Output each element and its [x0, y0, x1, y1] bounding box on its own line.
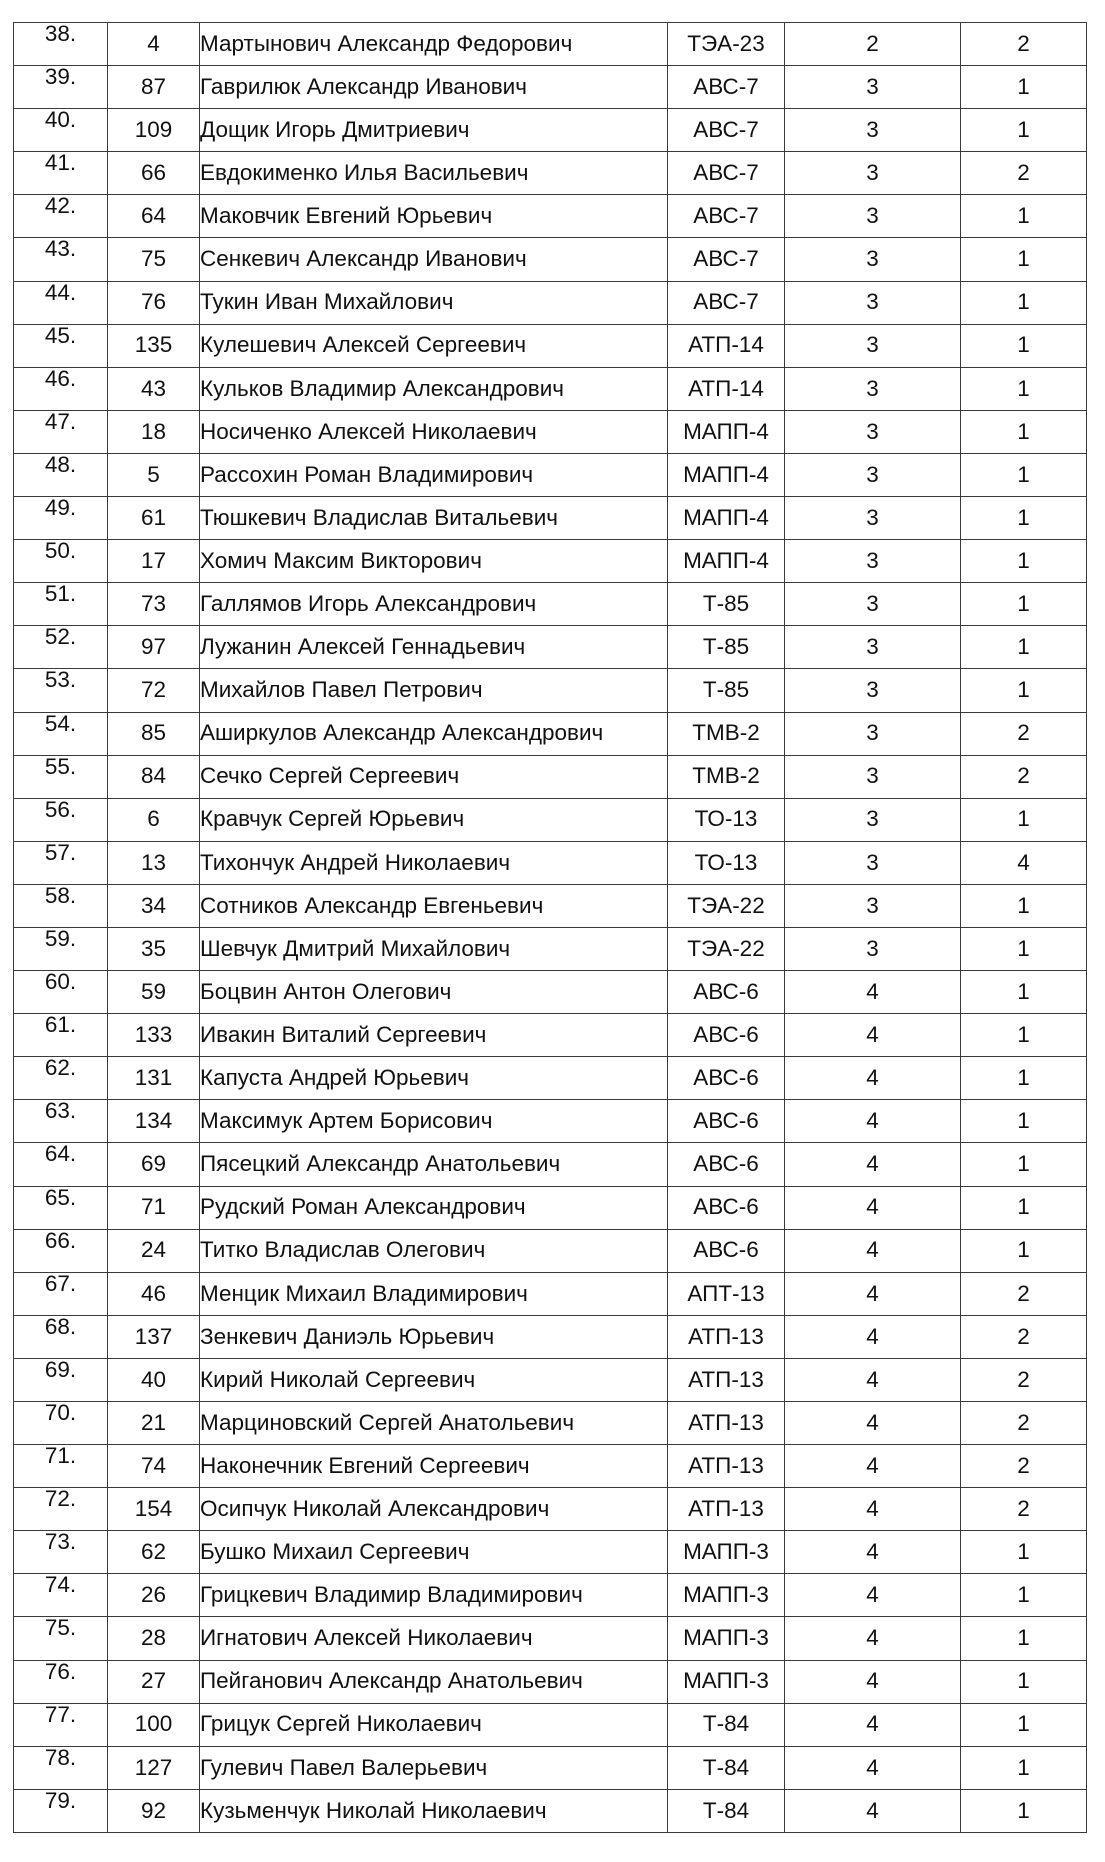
count-cell: 1: [961, 66, 1087, 109]
table-row: [14, 1358, 1087, 1401]
full-name-cell: Дощик Игорь Дмитриевич: [200, 109, 668, 152]
group-cell: Т-85: [668, 669, 785, 712]
group-cell: АТП-14: [668, 324, 785, 367]
full-name-cell: Зенкевич Даниэль Юрьевич: [200, 1315, 668, 1358]
course-cell: 3: [785, 195, 961, 238]
course-cell: 3: [785, 540, 961, 583]
full-name-cell: Грицук Сергей Николаевич: [200, 1703, 668, 1746]
full-name-cell: Наконечник Евгений Сергеевич: [200, 1445, 668, 1488]
table-row: [14, 841, 1087, 884]
student-id-cell: 13: [108, 841, 200, 884]
course-cell: 4: [785, 1100, 961, 1143]
table-row: [14, 626, 1087, 669]
table-row: [14, 1143, 1087, 1186]
group-cell: АТП-13: [668, 1445, 785, 1488]
group-cell: АВС-7: [668, 66, 785, 109]
student-id-cell: 73: [108, 583, 200, 626]
course-cell: 3: [785, 798, 961, 841]
group-cell: ТМВ-2: [668, 712, 785, 755]
row-number-cell: 60.: [14, 971, 108, 1014]
roster-table: [13, 22, 1087, 1833]
student-id-cell: 97: [108, 626, 200, 669]
group-cell: МАПП-4: [668, 410, 785, 453]
table-row: [14, 238, 1087, 281]
course-cell: 4: [785, 1402, 961, 1445]
full-name-cell: Мартынович Александр Федорович: [200, 23, 668, 66]
row-number-cell: 73.: [14, 1531, 108, 1574]
group-cell: МАПП-3: [668, 1531, 785, 1574]
count-cell: 1: [961, 1014, 1087, 1057]
course-cell: 4: [785, 1186, 961, 1229]
row-number-cell: 57.: [14, 841, 108, 884]
student-id-cell: 69: [108, 1143, 200, 1186]
table-row: [14, 540, 1087, 583]
row-number-cell: 77.: [14, 1703, 108, 1746]
student-id-cell: 137: [108, 1315, 200, 1358]
count-cell: 4: [961, 841, 1087, 884]
table-row: [14, 1488, 1087, 1531]
full-name-cell: Шевчук Дмитрий Михайлович: [200, 927, 668, 970]
row-number-cell: 64.: [14, 1143, 108, 1186]
count-cell: 1: [961, 1660, 1087, 1703]
student-id-cell: 75: [108, 238, 200, 281]
student-id-cell: 40: [108, 1358, 200, 1401]
row-number-cell: 54.: [14, 712, 108, 755]
row-number-cell: 76.: [14, 1660, 108, 1703]
student-id-cell: 35: [108, 927, 200, 970]
group-cell: Т-84: [668, 1789, 785, 1832]
course-cell: 3: [785, 238, 961, 281]
group-cell: Т-84: [668, 1703, 785, 1746]
table-row: [14, 1531, 1087, 1574]
count-cell: 2: [961, 1358, 1087, 1401]
row-number-cell: 49.: [14, 497, 108, 540]
student-id-cell: 5: [108, 453, 200, 496]
student-id-cell: 154: [108, 1488, 200, 1531]
count-cell: 2: [961, 1488, 1087, 1531]
table-row: [14, 66, 1087, 109]
count-cell: 2: [961, 1315, 1087, 1358]
full-name-cell: Осипчук Николай Александрович: [200, 1488, 668, 1531]
student-id-cell: 26: [108, 1574, 200, 1617]
full-name-cell: Капуста Андрей Юрьевич: [200, 1057, 668, 1100]
table-row: [14, 1402, 1087, 1445]
table-row: [14, 1703, 1087, 1746]
group-cell: ТО-13: [668, 841, 785, 884]
row-number-cell: 48.: [14, 453, 108, 496]
group-cell: АВС-6: [668, 1143, 785, 1186]
full-name-cell: Аширкулов Александр Александрович: [200, 712, 668, 755]
student-id-cell: 72: [108, 669, 200, 712]
full-name-cell: Кирий Николай Сергеевич: [200, 1358, 668, 1401]
count-cell: 1: [961, 583, 1087, 626]
group-cell: ТО-13: [668, 798, 785, 841]
row-number-cell: 50.: [14, 540, 108, 583]
course-cell: 4: [785, 1229, 961, 1272]
full-name-cell: Менцик Михаил Владимирович: [200, 1272, 668, 1315]
count-cell: 2: [961, 1402, 1087, 1445]
row-number-cell: 38.: [14, 23, 108, 66]
group-cell: Т-85: [668, 583, 785, 626]
group-cell: АВС-6: [668, 1186, 785, 1229]
table-row: [14, 1014, 1087, 1057]
student-id-cell: 131: [108, 1057, 200, 1100]
full-name-cell: Галлямов Игорь Александрович: [200, 583, 668, 626]
full-name-cell: Кулешевич Алексей Сергеевич: [200, 324, 668, 367]
student-id-cell: 134: [108, 1100, 200, 1143]
course-cell: 4: [785, 971, 961, 1014]
table-row: [14, 755, 1087, 798]
course-cell: 4: [785, 1272, 961, 1315]
count-cell: 1: [961, 324, 1087, 367]
count-cell: 2: [961, 23, 1087, 66]
course-cell: 4: [785, 1358, 961, 1401]
student-id-cell: 85: [108, 712, 200, 755]
full-name-cell: Бушко Михаил Сергеевич: [200, 1531, 668, 1574]
row-number-cell: 65.: [14, 1186, 108, 1229]
student-id-cell: 59: [108, 971, 200, 1014]
row-number-cell: 51.: [14, 583, 108, 626]
full-name-cell: Сечко Сергей Сергеевич: [200, 755, 668, 798]
row-number-cell: 75.: [14, 1617, 108, 1660]
full-name-cell: Марциновский Сергей Анатольевич: [200, 1402, 668, 1445]
full-name-cell: Игнатович Алексей Николаевич: [200, 1617, 668, 1660]
count-cell: 1: [961, 238, 1087, 281]
count-cell: 1: [961, 971, 1087, 1014]
full-name-cell: Рудский Роман Александрович: [200, 1186, 668, 1229]
group-cell: АВС-6: [668, 971, 785, 1014]
count-cell: 2: [961, 152, 1087, 195]
count-cell: 1: [961, 884, 1087, 927]
full-name-cell: Кузьменчук Николай Николаевич: [200, 1789, 668, 1832]
course-cell: 4: [785, 1789, 961, 1832]
table-row: [14, 971, 1087, 1014]
full-name-cell: Лужанин Алексей Геннадьевич: [200, 626, 668, 669]
full-name-cell: Грицкевич Владимир Владимирович: [200, 1574, 668, 1617]
group-cell: ТЭА-23: [668, 23, 785, 66]
course-cell: 3: [785, 712, 961, 755]
student-id-cell: 62: [108, 1531, 200, 1574]
table-row: [14, 23, 1087, 66]
group-cell: МАПП-4: [668, 540, 785, 583]
table-row: [14, 1057, 1087, 1100]
row-number-cell: 68.: [14, 1315, 108, 1358]
row-number-cell: 79.: [14, 1789, 108, 1832]
student-id-cell: 64: [108, 195, 200, 238]
count-cell: 1: [961, 497, 1087, 540]
table-row: [14, 195, 1087, 238]
student-id-cell: 46: [108, 1272, 200, 1315]
full-name-cell: Маковчик Евгений Юрьевич: [200, 195, 668, 238]
group-cell: АТП-14: [668, 367, 785, 410]
table-row: [14, 1272, 1087, 1315]
student-id-cell: 135: [108, 324, 200, 367]
count-cell: 1: [961, 669, 1087, 712]
group-cell: ТЭА-22: [668, 884, 785, 927]
row-number-cell: 66.: [14, 1229, 108, 1272]
table-row: [14, 1789, 1087, 1832]
row-number-cell: 78.: [14, 1746, 108, 1789]
course-cell: 4: [785, 1315, 961, 1358]
group-cell: АТП-13: [668, 1358, 785, 1401]
table-row: [14, 1574, 1087, 1617]
student-id-cell: 6: [108, 798, 200, 841]
group-cell: АТП-13: [668, 1402, 785, 1445]
row-number-cell: 40.: [14, 109, 108, 152]
row-number-cell: 42.: [14, 195, 108, 238]
row-number-cell: 53.: [14, 669, 108, 712]
group-cell: Т-84: [668, 1746, 785, 1789]
course-cell: 4: [785, 1445, 961, 1488]
student-id-cell: 87: [108, 66, 200, 109]
table-row: [14, 1229, 1087, 1272]
group-cell: МАПП-3: [668, 1574, 785, 1617]
full-name-cell: Кульков Владимир Александрович: [200, 367, 668, 410]
student-id-cell: 76: [108, 281, 200, 324]
full-name-cell: Боцвин Антон Олегович: [200, 971, 668, 1014]
table-row: [14, 109, 1087, 152]
row-number-cell: 47.: [14, 410, 108, 453]
group-cell: АТП-13: [668, 1488, 785, 1531]
group-cell: АПТ-13: [668, 1272, 785, 1315]
count-cell: 1: [961, 281, 1087, 324]
count-cell: 1: [961, 1057, 1087, 1100]
course-cell: 3: [785, 152, 961, 195]
full-name-cell: Кравчук Сергей Юрьевич: [200, 798, 668, 841]
group-cell: АВС-6: [668, 1229, 785, 1272]
count-cell: 1: [961, 798, 1087, 841]
course-cell: 3: [785, 410, 961, 453]
course-cell: 4: [785, 1531, 961, 1574]
row-number-cell: 39.: [14, 66, 108, 109]
full-name-cell: Тихончук Андрей Николаевич: [200, 841, 668, 884]
student-id-cell: 133: [108, 1014, 200, 1057]
group-cell: АВС-7: [668, 195, 785, 238]
row-number-cell: 67.: [14, 1272, 108, 1315]
course-cell: 3: [785, 453, 961, 496]
count-cell: 1: [961, 1531, 1087, 1574]
student-id-cell: 34: [108, 884, 200, 927]
count-cell: 1: [961, 1186, 1087, 1229]
row-number-cell: 46.: [14, 367, 108, 410]
group-cell: МАПП-4: [668, 453, 785, 496]
table-row: [14, 152, 1087, 195]
row-number-cell: 43.: [14, 238, 108, 281]
group-cell: АВС-7: [668, 238, 785, 281]
student-id-cell: 66: [108, 152, 200, 195]
full-name-cell: Михайлов Павел Петрович: [200, 669, 668, 712]
count-cell: 1: [961, 1703, 1087, 1746]
row-number-cell: 59.: [14, 927, 108, 970]
group-cell: АВС-7: [668, 109, 785, 152]
count-cell: 1: [961, 1229, 1087, 1272]
table-row: [14, 1315, 1087, 1358]
course-cell: 4: [785, 1014, 961, 1057]
row-number-cell: 62.: [14, 1057, 108, 1100]
table-row: [14, 281, 1087, 324]
course-cell: 3: [785, 927, 961, 970]
course-cell: 2: [785, 23, 961, 66]
table-row: [14, 884, 1087, 927]
full-name-cell: Рассохин Роман Владимирович: [200, 453, 668, 496]
count-cell: 1: [961, 626, 1087, 669]
count-cell: 1: [961, 1617, 1087, 1660]
row-number-cell: 58.: [14, 884, 108, 927]
full-name-cell: Пясецкий Александр Анатольевич: [200, 1143, 668, 1186]
row-number-cell: 45.: [14, 324, 108, 367]
course-cell: 3: [785, 324, 961, 367]
table-row: [14, 669, 1087, 712]
student-id-cell: 21: [108, 1402, 200, 1445]
student-id-cell: 27: [108, 1660, 200, 1703]
table-row: [14, 1445, 1087, 1488]
group-cell: МАПП-4: [668, 497, 785, 540]
count-cell: 1: [961, 453, 1087, 496]
row-number-cell: 55.: [14, 755, 108, 798]
row-number-cell: 52.: [14, 626, 108, 669]
course-cell: 4: [785, 1617, 961, 1660]
group-cell: АВС-6: [668, 1057, 785, 1100]
roster-table-body: [14, 23, 1087, 1833]
table-row: [14, 410, 1087, 453]
group-cell: МАПП-3: [668, 1617, 785, 1660]
count-cell: 2: [961, 712, 1087, 755]
table-row: [14, 798, 1087, 841]
group-cell: АТП-13: [668, 1315, 785, 1358]
full-name-cell: Титко Владислав Олегович: [200, 1229, 668, 1272]
count-cell: 1: [961, 927, 1087, 970]
course-cell: 4: [785, 1143, 961, 1186]
table-row: [14, 367, 1087, 410]
full-name-cell: Гулевич Павел Валерьевич: [200, 1746, 668, 1789]
course-cell: 3: [785, 109, 961, 152]
row-number-cell: 72.: [14, 1488, 108, 1531]
full-name-cell: Сотников Александр Евгеньевич: [200, 884, 668, 927]
row-number-cell: 74.: [14, 1574, 108, 1617]
row-number-cell: 69.: [14, 1358, 108, 1401]
group-cell: ТМВ-2: [668, 755, 785, 798]
course-cell: 3: [785, 281, 961, 324]
table-row: [14, 1660, 1087, 1703]
table-row: [14, 1617, 1087, 1660]
student-id-cell: 71: [108, 1186, 200, 1229]
count-cell: 2: [961, 1445, 1087, 1488]
count-cell: 2: [961, 1272, 1087, 1315]
group-cell: АВС-6: [668, 1014, 785, 1057]
group-cell: Т-85: [668, 626, 785, 669]
student-id-cell: 18: [108, 410, 200, 453]
full-name-cell: Гаврилюк Александр Иванович: [200, 66, 668, 109]
group-cell: МАПП-3: [668, 1660, 785, 1703]
full-name-cell: Сенкевич Александр Иванович: [200, 238, 668, 281]
student-id-cell: 84: [108, 755, 200, 798]
row-number-cell: 44.: [14, 281, 108, 324]
full-name-cell: Ивакин Виталий Сергеевич: [200, 1014, 668, 1057]
table-row: [14, 583, 1087, 626]
row-number-cell: 56.: [14, 798, 108, 841]
count-cell: 1: [961, 109, 1087, 152]
full-name-cell: Тукин Иван Михайлович: [200, 281, 668, 324]
group-cell: АВС-6: [668, 1100, 785, 1143]
student-id-cell: 127: [108, 1746, 200, 1789]
course-cell: 3: [785, 884, 961, 927]
count-cell: 1: [961, 1100, 1087, 1143]
group-cell: АВС-7: [668, 281, 785, 324]
course-cell: 4: [785, 1746, 961, 1789]
group-cell: ТЭА-22: [668, 927, 785, 970]
count-cell: 1: [961, 410, 1087, 453]
student-id-cell: 109: [108, 109, 200, 152]
course-cell: 3: [785, 626, 961, 669]
table-row: [14, 453, 1087, 496]
full-name-cell: Носиченко Алексей Николаевич: [200, 410, 668, 453]
student-id-cell: 43: [108, 367, 200, 410]
student-id-cell: 17: [108, 540, 200, 583]
course-cell: 3: [785, 841, 961, 884]
row-number-cell: 71.: [14, 1445, 108, 1488]
student-id-cell: 100: [108, 1703, 200, 1746]
student-id-cell: 4: [108, 23, 200, 66]
full-name-cell: Пейганович Александр Анатольевич: [200, 1660, 668, 1703]
full-name-cell: Хомич Максим Викторович: [200, 540, 668, 583]
table-row: [14, 324, 1087, 367]
count-cell: 2: [961, 755, 1087, 798]
count-cell: 1: [961, 1143, 1087, 1186]
count-cell: 1: [961, 540, 1087, 583]
student-id-cell: 74: [108, 1445, 200, 1488]
count-cell: 1: [961, 1746, 1087, 1789]
table-row: [14, 1100, 1087, 1143]
row-number-cell: 61.: [14, 1014, 108, 1057]
count-cell: 1: [961, 1574, 1087, 1617]
count-cell: 1: [961, 195, 1087, 238]
course-cell: 4: [785, 1574, 961, 1617]
count-cell: 1: [961, 1789, 1087, 1832]
student-id-cell: 28: [108, 1617, 200, 1660]
course-cell: 4: [785, 1660, 961, 1703]
table-row: [14, 927, 1087, 970]
course-cell: 3: [785, 669, 961, 712]
table-row: [14, 1746, 1087, 1789]
student-id-cell: 92: [108, 1789, 200, 1832]
course-cell: 4: [785, 1057, 961, 1100]
full-name-cell: Максимук Артем Борисович: [200, 1100, 668, 1143]
table-row: [14, 712, 1087, 755]
student-id-cell: 61: [108, 497, 200, 540]
table-row: [14, 497, 1087, 540]
full-name-cell: Евдокименко Илья Васильевич: [200, 152, 668, 195]
table-row: [14, 1186, 1087, 1229]
full-name-cell: Тюшкевич Владислав Витальевич: [200, 497, 668, 540]
course-cell: 3: [785, 497, 961, 540]
course-cell: 3: [785, 66, 961, 109]
row-number-cell: 70.: [14, 1402, 108, 1445]
course-cell: 4: [785, 1488, 961, 1531]
row-number-cell: 41.: [14, 152, 108, 195]
course-cell: 4: [785, 1703, 961, 1746]
course-cell: 3: [785, 755, 961, 798]
row-number-cell: 63.: [14, 1100, 108, 1143]
course-cell: 3: [785, 367, 961, 410]
student-id-cell: 24: [108, 1229, 200, 1272]
course-cell: 3: [785, 583, 961, 626]
group-cell: АВС-7: [668, 152, 785, 195]
count-cell: 1: [961, 367, 1087, 410]
